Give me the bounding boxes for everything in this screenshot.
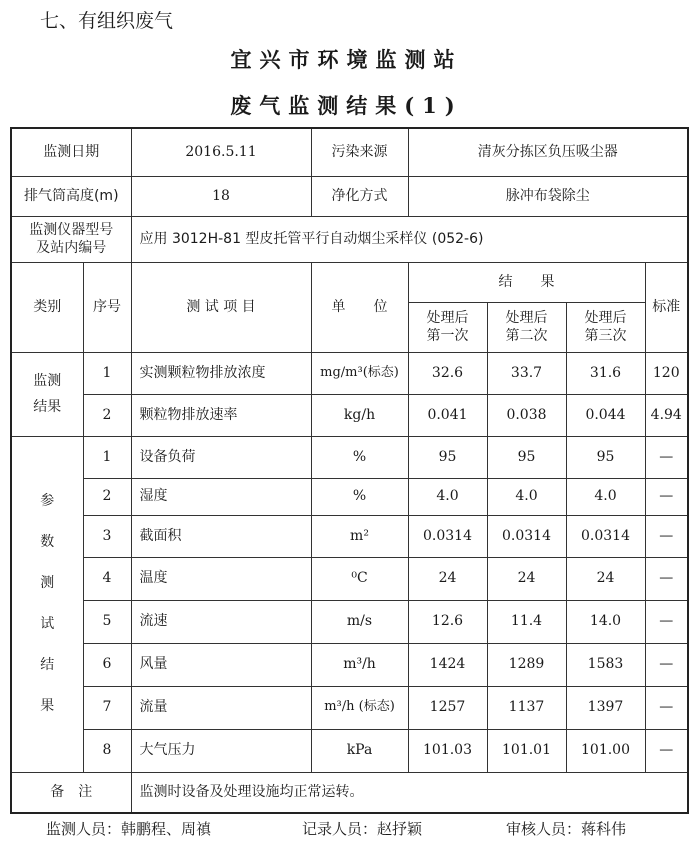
instrument-label-line1: 监测仪器型号: [29, 221, 114, 238]
run-2-cell: 0.0314: [487, 515, 566, 557]
table-row: [11, 686, 688, 729]
remarks-row: [11, 772, 688, 813]
run-3-cell: 31.6: [566, 352, 645, 394]
item-cell: 截面积: [131, 515, 311, 557]
header-run-2: [487, 302, 566, 352]
parameter-group-label: [11, 436, 83, 772]
run-2-cell: 24: [487, 557, 566, 600]
header-run-2-line2: 第二次: [505, 328, 548, 344]
station-title: 宜兴市环境监测站: [230, 47, 463, 72]
run-3-cell: 1583: [566, 643, 645, 686]
run-3-cell: 24: [566, 557, 645, 600]
run-1-cell: 1257: [408, 686, 487, 729]
unit-cell: ⁰C: [311, 557, 408, 600]
run-2-cell: 95: [487, 436, 566, 478]
info-row-stack: [11, 176, 688, 216]
run-3-cell: 1397: [566, 686, 645, 729]
seq-cell: 1: [83, 436, 131, 478]
seq-cell: 4: [83, 557, 131, 600]
seq-cell: 2: [83, 394, 131, 436]
unit-cell: m²: [311, 515, 408, 557]
seq-cell: 6: [83, 643, 131, 686]
unit-cell: m³/h: [311, 643, 408, 686]
item-cell: 湿度: [131, 478, 311, 515]
monitoring-group-label-line2: 结果: [33, 399, 62, 415]
parameter-group-char: 数: [40, 534, 55, 550]
parameter-group-char: 参: [40, 493, 55, 509]
table-row: [11, 394, 688, 436]
standard-cell: —: [645, 600, 688, 643]
parameter-group-char: 结: [40, 657, 55, 673]
run-1-cell: 12.6: [408, 600, 487, 643]
table-row: [11, 557, 688, 600]
run-1-cell: 24: [408, 557, 487, 600]
header-row-1: [11, 262, 688, 302]
run-2-cell: 0.038: [487, 394, 566, 436]
info-row-date: [11, 128, 688, 176]
table-row: [11, 729, 688, 772]
instrument-value: 应用 3012H-81 型皮托管平行自动烟尘采样仪 (052-6): [131, 216, 688, 262]
date-label: 监测日期: [11, 128, 131, 176]
header-run-3: [566, 302, 645, 352]
header-run-1: [408, 302, 487, 352]
instrument-label: [11, 216, 131, 262]
header-seq: 序号: [83, 262, 131, 352]
parameter-group-char: 试: [40, 616, 55, 632]
standard-cell: 4.94: [645, 394, 688, 436]
monitor-staff: 监测人员：韩鹏程、周禛: [46, 820, 212, 838]
unit-cell: %: [311, 436, 408, 478]
recorder-staff: 记录人员：赵抒颖: [302, 820, 423, 838]
run-1-cell: 4.0: [408, 478, 487, 515]
item-cell: 流量: [131, 686, 311, 729]
header-standard: 标准: [645, 262, 688, 352]
run-1-cell: 32.6: [408, 352, 487, 394]
item-cell: 设备负荷: [131, 436, 311, 478]
report-title: 废气监测结果(1): [230, 93, 463, 118]
run-1-cell: 0.0314: [408, 515, 487, 557]
standard-cell: —: [645, 729, 688, 772]
table-row: [11, 643, 688, 686]
run-3-cell: 101.00: [566, 729, 645, 772]
item-cell: 流速: [131, 600, 311, 643]
date-value: 2016.5.11: [131, 128, 311, 176]
header-category: 类别: [11, 262, 83, 352]
standard-cell: —: [645, 515, 688, 557]
header-item: 测 试 项 目: [131, 262, 311, 352]
run-3-cell: 4.0: [566, 478, 645, 515]
monitoring-group-label: [11, 352, 83, 436]
remarks-label: 备 注: [11, 772, 131, 813]
table-row: [11, 600, 688, 643]
standard-cell: —: [645, 436, 688, 478]
run-2-cell: 101.01: [487, 729, 566, 772]
run-1-cell: 95: [408, 436, 487, 478]
purification-value: 脉冲布袋除尘: [408, 176, 688, 216]
table-row: [11, 478, 688, 515]
header-run-1-line2: 第一次: [426, 328, 469, 344]
reviewer-staff: 审核人员：蒋科伟: [506, 820, 627, 838]
run-2-cell: 33.7: [487, 352, 566, 394]
section-heading: 七、有组织废气: [40, 10, 174, 32]
parameter-group-char: 果: [40, 698, 55, 714]
info-row-instrument: [11, 216, 688, 262]
results-table: [10, 127, 689, 814]
item-cell: 温度: [131, 557, 311, 600]
header-run-1-line1: 处理后: [426, 309, 469, 326]
table-row: [11, 352, 688, 394]
source-value: 清灰分拣区负压吸尘器: [408, 128, 688, 176]
table-row: [11, 515, 688, 557]
standard-cell: —: [645, 643, 688, 686]
standard-cell: —: [645, 557, 688, 600]
seq-cell: 1: [83, 352, 131, 394]
stack-height-label: 排气筒高度(m): [11, 176, 131, 216]
standard-cell: 120: [645, 352, 688, 394]
seq-cell: 3: [83, 515, 131, 557]
run-2-cell: 4.0: [487, 478, 566, 515]
seq-cell: 7: [83, 686, 131, 729]
run-2-cell: 1289: [487, 643, 566, 686]
item-cell: 大气压力: [131, 729, 311, 772]
monitoring-group-label-line1: 监测: [33, 372, 62, 389]
unit-cell: mg/m³(标态): [311, 352, 408, 394]
unit-cell: kPa: [311, 729, 408, 772]
seq-cell: 8: [83, 729, 131, 772]
header-run-2-line1: 处理后: [505, 309, 548, 326]
run-3-cell: 95: [566, 436, 645, 478]
header-run-3-line1: 处理后: [584, 309, 627, 326]
run-3-cell: 14.0: [566, 600, 645, 643]
source-label: 污染来源: [311, 128, 408, 176]
item-cell: 颗粒物排放速率: [131, 394, 311, 436]
seq-cell: 5: [83, 600, 131, 643]
unit-cell: %: [311, 478, 408, 515]
run-1-cell: 101.03: [408, 729, 487, 772]
unit-cell: m/s: [311, 600, 408, 643]
run-3-cell: 0.0314: [566, 515, 645, 557]
item-cell: 实测颗粒物排放浓度: [131, 352, 311, 394]
table-row: [11, 436, 688, 478]
run-3-cell: 0.044: [566, 394, 645, 436]
standard-cell: —: [645, 686, 688, 729]
unit-cell: m³/h (标态): [311, 686, 408, 729]
header-unit: 单 位: [311, 262, 408, 352]
item-cell: 风量: [131, 643, 311, 686]
instrument-label-line2: 及站内编号: [36, 240, 107, 256]
run-1-cell: 1424: [408, 643, 487, 686]
run-1-cell: 0.041: [408, 394, 487, 436]
remarks-text: 监测时设备及处理设施均正常运转。: [131, 772, 688, 813]
standard-cell: —: [645, 478, 688, 515]
purification-label: 净化方式: [311, 176, 408, 216]
unit-cell: kg/h: [311, 394, 408, 436]
run-2-cell: 11.4: [487, 600, 566, 643]
stack-height-value: 18: [131, 176, 311, 216]
header-results: 结 果: [408, 262, 645, 302]
seq-cell: 2: [83, 478, 131, 515]
header-run-3-line2: 第三次: [584, 328, 627, 344]
run-2-cell: 1137: [487, 686, 566, 729]
parameter-group-char: 测: [40, 575, 55, 591]
